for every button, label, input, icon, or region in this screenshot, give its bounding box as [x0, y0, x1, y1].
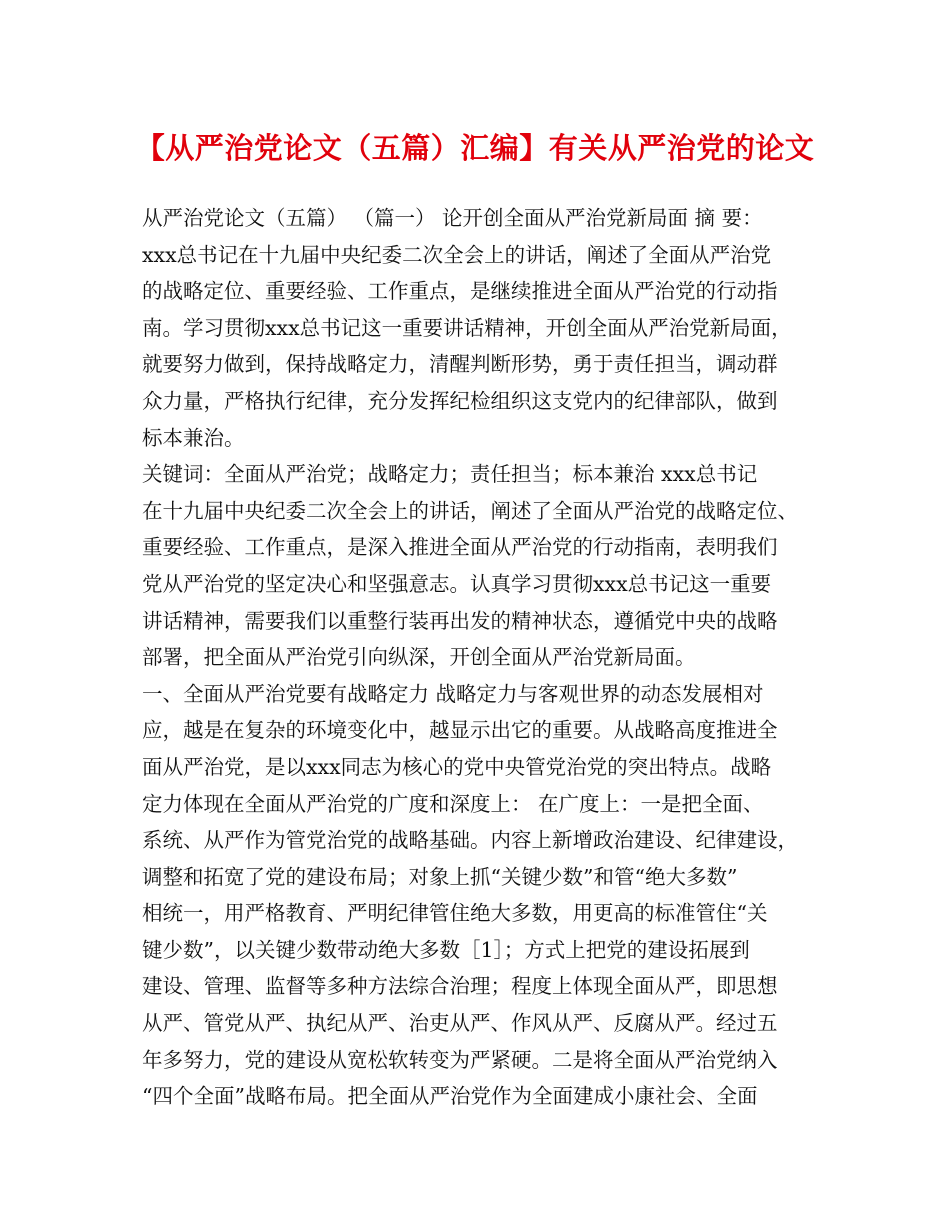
body-line: 就要努力做到，保持战略定力，清醒判断形势，勇于责任担当，调动群: [142, 352, 778, 377]
body-line: 面从严治党，是以xxx同志为核心的党中央管党治党的突出特点。战略: [142, 754, 772, 779]
body-line: 年多努力，党的建设从宽松软转变为严紧硬。二是将全面从严治党纳入: [142, 1047, 778, 1072]
body-line: 定力体现在全面从严治党的广度和深度上： 在广度上：一是把全面、: [142, 791, 764, 816]
body-line: 标本兼治。: [142, 425, 245, 450]
body-line: 系统、从严作为管党治党的战略基础。内容上新增政治建设、纪律建设，: [142, 828, 798, 853]
body-line: 讲话精神，需要我们以重整行装再出发的精神状态，遵循党中央的战略: [142, 608, 778, 633]
body-line: “四个全面”战略布局。把全面从严治党作为全面建成小康社会、全面: [142, 1084, 758, 1109]
body-line: xxx总书记在十九届中央纪委二次全会上的讲话，阐述了全面从严治党: [142, 242, 772, 267]
body-line: 从严、管党从严、执纪从严、治吏从严、作风从严、反腐从严。经过五: [142, 1011, 778, 1036]
body-line: 党从严治党的坚定决心和坚强意志。认真学习贯彻xxx总书记这一重要: [142, 571, 772, 596]
body-line: 南。学习贯彻xxx总书记这一重要讲话精神，开创全面从严治党新局面，: [142, 315, 792, 340]
body-line: 调整和拓宽了党的建设布局；对象上抓“关键少数”和管“绝大多数”: [142, 864, 738, 889]
document-body: [142, 200, 842, 1115]
body-line: 从严治党论文（五篇） （篇一） 论开创全面从严治党新局面 摘 要：: [142, 206, 763, 230]
body-line: 相统一，用严格教育、严明纪律管住绝大多数，用更高的标准管住“关: [142, 901, 768, 926]
body-line: 关键词：全面从严治党；战略定力；责任担当；标本兼治 xxx总书记: [142, 462, 758, 487]
body-line: 一、全面从严治党要有战略定力 战略定力与客观世界的动态发展相对: [142, 681, 764, 706]
document-title: 【从严治党论文（五篇）汇编】有关从严治党的论文: [135, 131, 815, 165]
body-line: 的战略定位、重要经验、工作重点，是继续推进全面从严治党的行动指: [142, 279, 778, 304]
body-line: 应，越是在复杂的环境变化中，越显示出它的重要。从战略高度推进全: [142, 718, 778, 743]
body-line: 重要经验、工作重点，是深入推进全面从严治党的行动指南，表明我们: [142, 535, 778, 560]
body-line: 建设、管理、监督等多种方法综合治理；程度上体现全面从严，即思想: [142, 974, 778, 999]
body-line: 在十九届中央纪委二次全会上的讲话，阐述了全面从严治党的战略定位、: [142, 498, 798, 523]
body-line: 众力量，严格执行纪律，充分发挥纪检组织这支党内的纪律部队，做到: [142, 388, 778, 413]
body-line: 键少数”，以关键少数带动绝大多数［1］；方式上把党的建设拓展到: [142, 937, 750, 962]
body-line: 部署，把全面从严治党引向纵深，开创全面从严治党新局面。: [142, 645, 696, 670]
